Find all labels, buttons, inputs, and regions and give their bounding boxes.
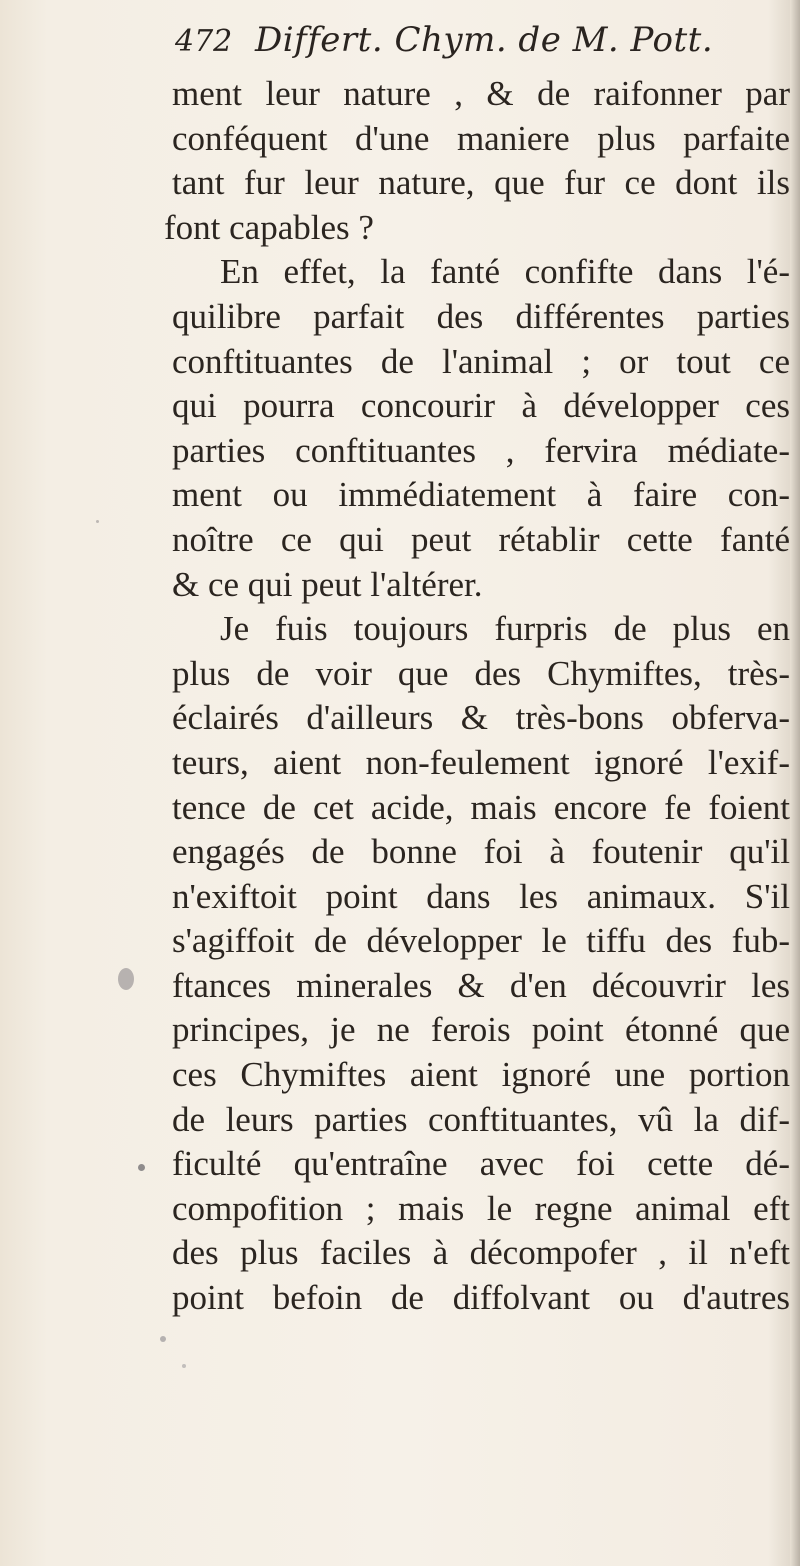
- text-line: n'exiftoit point dans les animaux. S'il: [172, 876, 790, 916]
- paragraph-start: Je fuis toujours furpris de plus en: [220, 609, 790, 649]
- text-line: ment ou immédiatement à faire con-: [172, 475, 790, 515]
- ink-spot: [118, 968, 134, 990]
- text-line: conftituantes de l'animal ; or tout ce: [172, 341, 790, 381]
- page-edge: [790, 0, 800, 1566]
- text-line: tence de cet acide, mais encore fe foient: [172, 787, 790, 827]
- text-line: s'agiffoit de développer le tiffu des fub-: [172, 921, 790, 961]
- text-line: ftances minerales & d'en découvrir les: [172, 965, 790, 1005]
- text-line: & ce qui peut l'altérer.: [172, 564, 483, 604]
- running-title: Differt. Chym. de M. Pott.: [255, 20, 714, 60]
- text-line: compofition ; mais le regne animal eft: [172, 1188, 790, 1228]
- ink-spot: [138, 1164, 145, 1171]
- text-line: éclairés d'ailleurs & très-bons obferva-: [172, 698, 790, 738]
- text-line: plus de voir que des Chymiftes, très-: [172, 653, 790, 693]
- text-line: des plus faciles à décompofer , il n'eft: [172, 1233, 790, 1273]
- text-line: font capables ?: [164, 207, 374, 247]
- text-line: point befoin de diffolvant ou d'autres: [172, 1278, 790, 1318]
- text-line: conféquent d'une maniere plus parfaite: [172, 118, 790, 158]
- text-line: ment leur nature , & de raifonner par: [172, 74, 790, 113]
- text-line: engagés de bonne foi à foutenir qu'il: [172, 832, 790, 872]
- text-line: quilibre parfait des différentes parties: [172, 296, 790, 336]
- text-line: principes, je ne ferois point étonné que: [172, 1010, 790, 1050]
- body-text: [164, 72, 790, 1321]
- paragraph-start: En effet, la fanté confifte dans l'é-: [220, 252, 790, 292]
- page-number: 472: [175, 24, 233, 59]
- ink-spot: [182, 1364, 186, 1368]
- ink-spot: [96, 520, 99, 523]
- text-line: qui pourra concourir à développer ces: [172, 386, 790, 426]
- text-line: de leurs parties conftituantes, vû la dif-: [172, 1099, 790, 1139]
- ink-spot: [160, 1336, 166, 1342]
- text-line: noître ce qui peut rétablir cette fanté: [172, 519, 790, 559]
- text-line: parties conftituantes , fervira médiate-: [172, 430, 790, 470]
- text-line: ces Chymiftes aient ignoré une portion: [172, 1055, 790, 1095]
- text-line: tant fur leur nature, que fur ce dont ils: [172, 163, 790, 203]
- text-line: teurs, aient non-feulement ignoré l'exif-: [172, 742, 790, 782]
- running-header: [175, 20, 735, 70]
- text-line: ficulté qu'entraîne avec foi cette dé-: [172, 1144, 790, 1184]
